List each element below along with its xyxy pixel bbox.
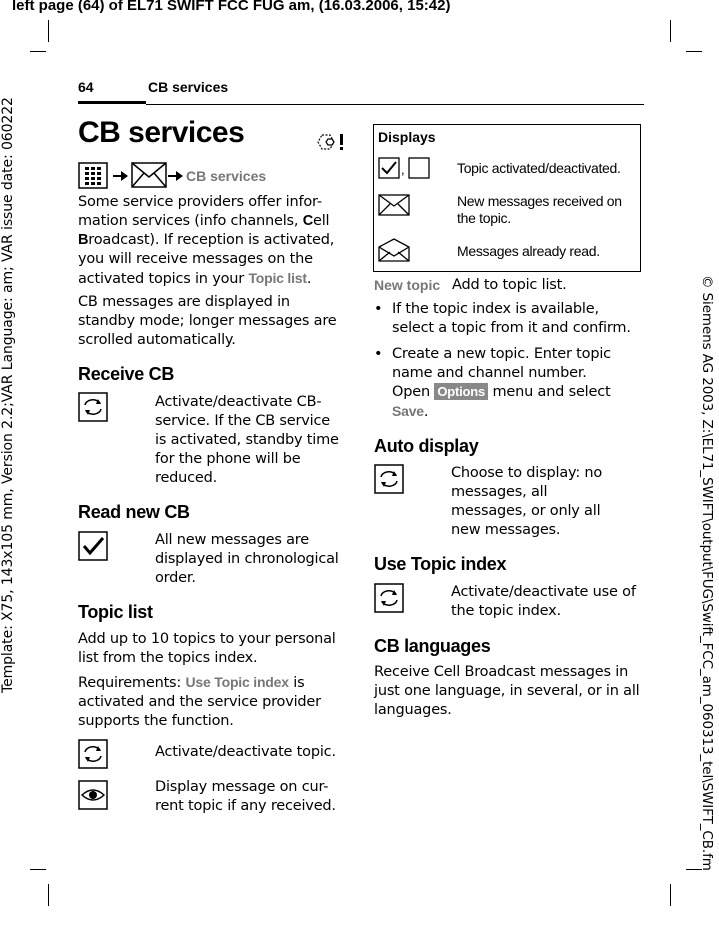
- receive-cb-heading: Receive CB: [78, 364, 175, 384]
- running-head-title: CB services: [148, 79, 229, 95]
- toggle-icon: [78, 739, 108, 769]
- envelope-open-icon: [378, 238, 410, 262]
- template-margin-text: Template: X75, 143x105 mm, Version 2.2;VAR Language: am; VAR issue date: 060222: [0, 97, 16, 693]
- view-icon: [78, 780, 108, 810]
- checkbox-checked-icon: [78, 531, 108, 561]
- envelope-icon: [131, 162, 167, 188]
- broadcast-b-letter: B: [78, 232, 89, 248]
- print-header-text: left page (64) of EL71 SWIFT FCC FUG am, (16.03.2006, 15:42): [12, 0, 451, 14]
- crop-mark: [30, 51, 46, 52]
- crop-mark: [48, 20, 49, 42]
- displays-heading: Displays: [378, 129, 436, 145]
- read-new-cb-text: All new messages are displayed in chronological order.: [155, 532, 339, 586]
- envelope-new-icon: [378, 194, 410, 216]
- intro-text: .: [306, 271, 312, 287]
- display-row-text: Topic activated/deactivated.: [457, 160, 621, 176]
- page-number: 64: [78, 79, 94, 95]
- display-row-text: Messages already read.: [457, 243, 600, 259]
- toggle-icon: [374, 583, 404, 613]
- page-title: CB services: [78, 116, 245, 149]
- intro-text: ell: [313, 213, 330, 229]
- requirements-paragraph: [78, 673, 346, 731]
- intro-paragraph: [78, 193, 346, 289]
- arrow-right-icon: [168, 170, 184, 182]
- checkbox-checked-icon: [378, 157, 400, 179]
- receive-cb-text: Activate/deactivate CB-service. If the CB service is activated, standby time for the phone will be reduced.: [155, 394, 339, 486]
- crop-mark: [48, 884, 49, 906]
- requirements-prefix: Requirements:: [78, 675, 186, 691]
- icon-separator: ,: [401, 162, 405, 177]
- save-link: Save: [392, 403, 424, 419]
- bullet-text-part: .: [423, 404, 429, 420]
- topic-list-paragraph: Add up to 10 topics to your personal list from the topics index.: [78, 631, 336, 666]
- display-message-text: Display message on cur-rent topic if any received.: [155, 779, 336, 814]
- bullet-dot: •: [374, 346, 383, 362]
- intro-paragraph-2: CB messages are displayed in standby mode; longer messages are scrolled automatically.: [78, 294, 337, 348]
- new-topic-label: New topic: [374, 277, 441, 293]
- menu-grid-icon: [78, 162, 108, 189]
- topic-list-link: Topic list: [248, 270, 307, 286]
- bullet-text: [392, 345, 622, 422]
- crop-mark: [670, 884, 671, 906]
- copyright-margin-text: © Siemens AG 2003, Z:\EL71_SWIFT\output\FUG\Swift_FCC_am_060313_tel\SWIFT_CB.fm: [699, 275, 715, 871]
- crop-mark: [30, 869, 46, 870]
- requirements-suffix: is activated and the service provider supports the function.: [78, 675, 321, 729]
- read-new-cb-heading: Read new CB: [78, 502, 190, 522]
- toggle-icon: [374, 464, 404, 494]
- use-topic-index-link: Use Topic index: [185, 674, 289, 690]
- topic-list-heading: Topic list: [78, 602, 153, 622]
- topic-toggle-text: Activate/deactivate topic.: [155, 744, 336, 760]
- crop-mark: [670, 20, 671, 42]
- use-topic-index-text: Activate/deactivate use of the topic index.: [451, 584, 636, 619]
- arrow-right-icon: [113, 170, 129, 182]
- menu-path-target: CB services: [186, 168, 267, 184]
- bullet-dot: •: [374, 301, 383, 317]
- toggle-icon: [78, 392, 108, 422]
- print-header: [12, 0, 450, 14]
- use-topic-index-heading: Use Topic index: [374, 554, 507, 574]
- options-softkey: Options: [434, 383, 488, 400]
- auto-display-heading: Auto display: [374, 436, 479, 456]
- intro-text: roadcast). If reception is activated, you will receive messages on the activated topics in your: [78, 232, 335, 287]
- display-row-text: New messages received on the topic.: [457, 193, 622, 226]
- cb-languages-text: Receive Cell Broadcast messages in just one language, in several, or in all languages.: [374, 664, 640, 718]
- bullet-text: If the topic index is available, select a topic from it and confirm.: [392, 301, 631, 336]
- cell-c-letter: C: [302, 213, 313, 229]
- new-topic-text: Add to topic list.: [452, 277, 567, 293]
- cb-languages-heading: CB languages: [374, 636, 491, 656]
- intro-text: Some service providers offer infor-mation services (info channels,: [78, 194, 322, 229]
- checkbox-empty-icon: [408, 157, 430, 179]
- bullet-text-part: menu and select: [488, 384, 611, 400]
- head-rule-thin: [146, 104, 644, 105]
- network-service-icon: [316, 132, 346, 152]
- head-rule-thick: [78, 101, 146, 104]
- auto-display-text: Choose to display: no messages, all messages, or only all new messages.: [451, 465, 603, 538]
- bullet-text-part: Create a new topic. Enter topic name and channel number. Open: [392, 346, 611, 400]
- crop-mark: [686, 51, 702, 52]
